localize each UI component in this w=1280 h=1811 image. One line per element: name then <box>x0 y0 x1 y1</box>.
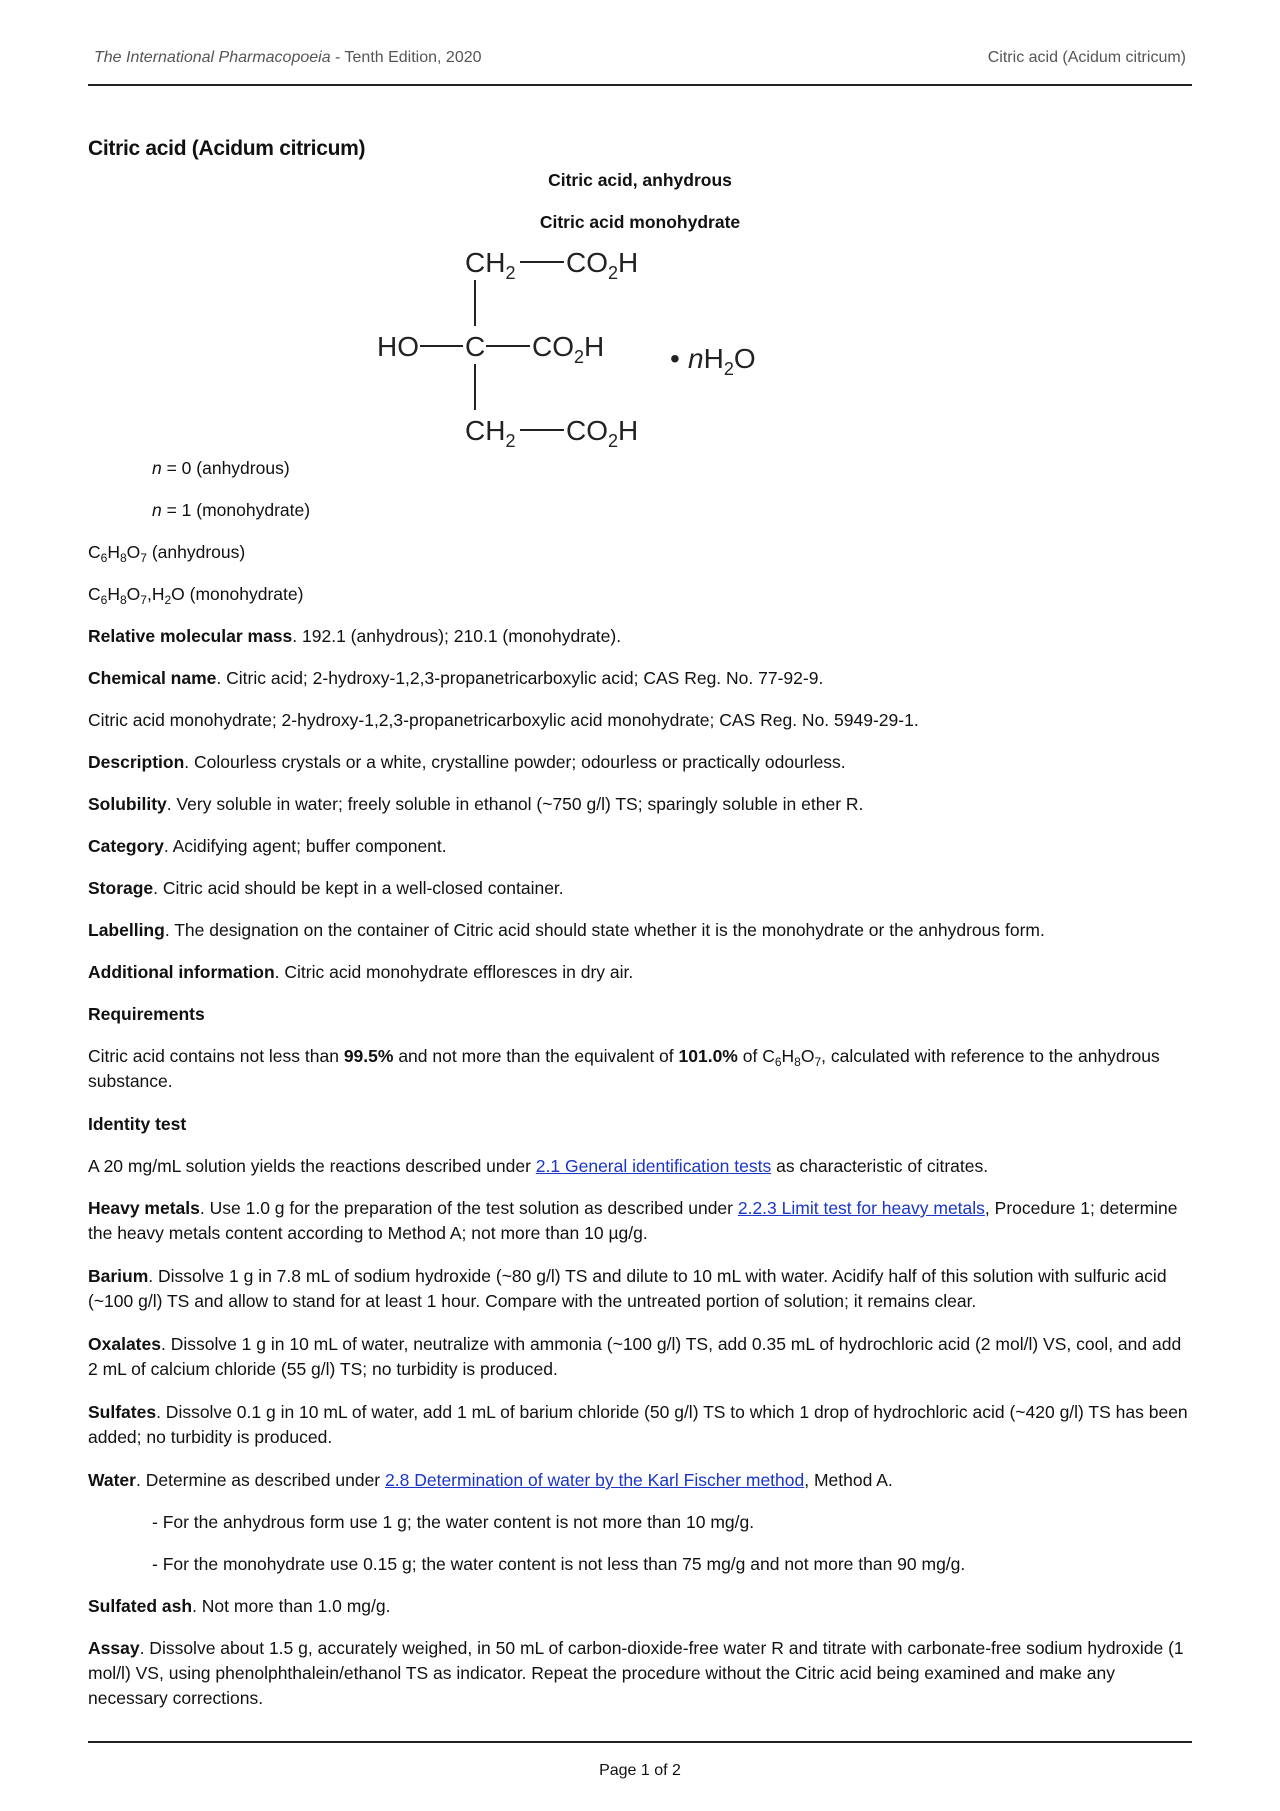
water: Water. Determine as described under 2.8 Determination of water by the Karl Fischer method, Method A. <box>88 1470 893 1490</box>
water-anhydrous-item: - For the anhydrous form use 1 g; the water content is not more than 10 mg/g. <box>152 1512 755 1532</box>
labelling: Labelling. The designation on the container of Citric acid should state whether it is the monohydrate or the anhydrous form. <box>88 920 1045 940</box>
water-monohydrate-item: - For the monohydrate use 0.15 g; the water content is not less than 75 mg/g and not more than 90 mg/g. <box>152 1554 966 1574</box>
chemical-name: Chemical name. Citric acid; 2-hydroxy-1,2,3-propanetricarboxylic acid; CAS Reg. No. 77-92-9. <box>88 668 824 688</box>
header-monograph: Citric acid (Acidum citricum) <box>987 49 1186 66</box>
n-text: = 0 (anhydrous) <box>161 458 290 478</box>
description: Description. Colourless crystals or a white, crystalline powder; odourless or practically odourless. <box>88 752 846 772</box>
monograph-title: Citric acid (Acidum citricum) <box>88 137 366 160</box>
link-karl-fischer-method[interactable]: 2.8 Determination of water by the Karl Fischer method <box>385 1470 805 1490</box>
page-number: Page 1 of 2 <box>599 1762 681 1779</box>
publication-name: The International Pharmacopoeia <box>94 49 331 66</box>
sulfates: Sulfates. Dissolve 0.1 g in 10 mL of water, add 1 mL of barium chloride (50 g/l) TS to which 1 drop of hydrochloric acid (~420 g/l) TS has been added; no turbidity is produced. <box>88 1402 1188 1447</box>
assay: Assay. Dissolve about 1.5 g, accurately weighed, in 50 mL of carbon-dioxide-free water R and titrate with carbonate-free sodium hydroxide (1 mol/l) VS, using phenolphthalein/ethanol TS as indicator. Repeat the procedure without the Citric acid being examined and make any necessary corrections. <box>88 1638 1184 1708</box>
n-monohydrate <box>88 498 1192 523</box>
edition-text: - Tenth Edition, 2020 <box>330 49 482 66</box>
link-limit-test-heavy-metals[interactable]: 2.2.3 Limit test for heavy metals <box>737 1198 985 1218</box>
footer-divider <box>88 1741 1192 1743</box>
mid-co2h: $CO_2H$ <box>532 331 605 367</box>
structural-formula <box>328 236 868 576</box>
top-ch2: $CH_2$ <box>465 247 516 283</box>
n-anhydrous <box>88 456 1192 481</box>
heavy-metals: Heavy metals. Use 1.0 g for the preparation of the test solution as described under 2.2.3 Limit test for heavy metals, Procedure 1; determine the heavy metals content according to Method A; not more than 10 µg/g. <box>88 1198 1178 1243</box>
identity-test-heading: Identity test <box>88 1114 187 1134</box>
formula-anhydrous: $C_6H_8O_7$ (anhydrous) <box>88 542 246 565</box>
mid-c: C <box>465 331 486 362</box>
solubility: Solubility. Very soluble in water; freely soluble in ethanol (~750 g/l) TS; sparingly soluble in ether R. <box>88 794 864 814</box>
water-dot: • <box>670 343 680 374</box>
barium: Barium. Dissolve 1 g in 7.8 mL of sodium hydroxide (~80 g/l) TS and dilute to 10 mL with water. Acidify half of this solution with sulfuric acid (~100 g/l) TS and allow to stand for at least 1 hour. Compare with the untreated portion of solution; it remains clear. <box>88 1266 1167 1311</box>
additional-information: Additional information. Citric acid monohydrate effloresces in dry air. <box>88 962 634 982</box>
running-header <box>88 44 1192 86</box>
header-publication <box>94 49 482 67</box>
bottom-co2h: $CO_2H$ <box>566 415 639 451</box>
chemical-name-monohydrate: Citric acid monohydrate; 2-hydroxy-1,2,3-propanetricarboxylic acid monohydrate; CAS Reg. No. 5949-29-1. <box>88 710 919 730</box>
link-general-identification-tests[interactable]: 2.1 General identification tests <box>535 1156 772 1176</box>
n-variable: n <box>152 500 162 520</box>
category: Category. Acidifying agent; buffer component. <box>88 836 447 856</box>
oxalates: Oxalates. Dissolve 1 g in 10 mL of water, neutralize with ammonia (~100 g/l) TS, add 0.35 mL of hydrochloric acid (2 mol/l) VS, cool, and add 2 mL of calcium chloride (55 g/l) TS; no turbidity is produced. <box>88 1334 1182 1379</box>
subtitle-anhydrous: Citric acid, anhydrous <box>548 170 732 190</box>
mid-ho: HO <box>377 331 419 362</box>
top-co2h: $CO_2H$ <box>566 247 639 283</box>
n-text: = 1 (monohydrate) <box>161 500 311 520</box>
formula-monohydrate: $C_6H_8O_7,H_2O$ (monohydrate) <box>88 584 304 607</box>
requirements-heading: Requirements <box>88 1004 205 1024</box>
water-of-hydration: $nH_2O$ <box>688 343 756 379</box>
bottom-ch2: $CH_2$ <box>465 415 516 451</box>
identity-test-text: A 20 mg/mL solution yields the reactions described under 2.1 General identification tests as characteristic of citrates. <box>88 1156 989 1176</box>
storage: Storage. Citric acid should be kept in a well-closed container. <box>88 878 564 898</box>
requirements-text: Citric acid contains not less than 99.5% and not more than the equivalent of 101.0% of $C_6H_8O_7$, calculated with reference to the anhydrous substance. <box>88 1046 1160 1091</box>
n-variable: n <box>152 458 162 478</box>
sulfated-ash: Sulfated ash. Not more than 1.0 mg/g. <box>88 1596 391 1616</box>
subtitle-monohydrate: Citric acid monohydrate <box>539 212 741 232</box>
relative-molecular-mass: Relative molecular mass. 192.1 (anhydrous); 210.1 (monohydrate). <box>88 626 622 646</box>
